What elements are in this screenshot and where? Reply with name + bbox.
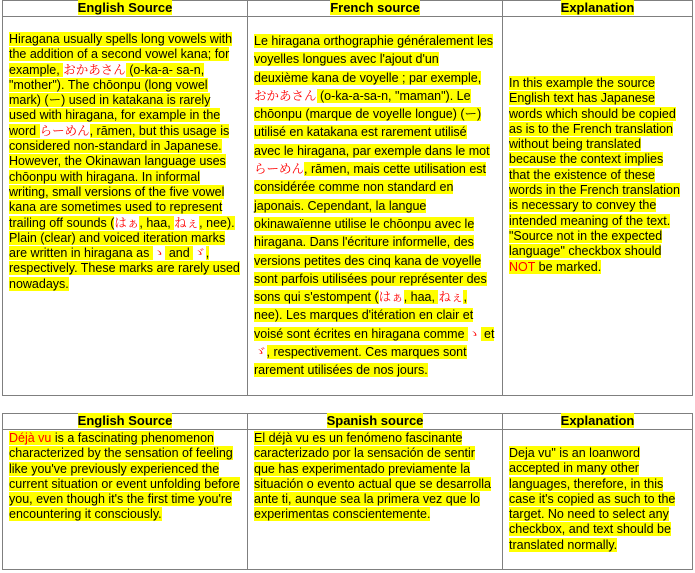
header-explanation: Explanation <box>503 414 693 430</box>
english-source-text: Hiragana usually spells long vowels with the addition of a second vowel kana; for example, おかあさん (o-ka-a- sa-n, "mother"). The chōonpu (long vowel mark) (ー) used in katakana is rarely used with hiragana, for example in the word らーめん, rāmen, but this usage is considered non-standard in Japanese. However, the Okinawan language uses chōonpu with hiragana. In informal writing, small versions of the five vowel kana are sometimes used to represent trailing off sounds (はぁ, haa, ねぇ, nee). Plain (clear) and voiced iteration marks are written in hiragana as ゝ and ゞ, respectively. These marks are rarely used nowadays. <box>9 32 240 291</box>
header-explanation: Explanation <box>503 1 693 17</box>
header-french-source: French source <box>248 1 503 17</box>
spanish-source-cell <box>248 430 503 570</box>
header-spanish-source: Spanish source <box>248 414 503 430</box>
explanation-cell <box>503 430 693 570</box>
english-source-cell <box>3 17 248 396</box>
french-source-cell <box>248 17 503 396</box>
explanation-cell <box>503 17 693 396</box>
english-source-text: Déjà vu is a fascinating phenomenon characterized by the sensation of feeling like you've previously experienced the current situation or event unfolding before you, even though it's the first time you're encountering it consciously. <box>9 431 240 522</box>
explanation-text: Deja vu" is an loanword accepted in many other languages, therefore, in this case it's copied as such to the target. No need to select any checkbox, and text should be translated normally. <box>509 446 676 552</box>
french-source-text: Le hiragana orthographie généralement les voyelles longues avec l'ajout d'un deuxième kana de voyelle ; par exemple, おかあさん (o-ka-a-sa-n, "maman"). Le chōonpu (marque de voyelle longue) (ー) utilisé en katakana est rarement utilisé avec le hiragana, par exemple dans le mot らーめん, rāmen, mais cette utilisation est considérée comme non standard en japonais. Cependant, la langue okinawaïenne utilise le chōonpu avec le hiragana. Dans l'écriture informelle, des versions petites des cinq kana de voyelle sont parfois utilisées pour représenter des sons qui s'estompent (はぁ, haa, ねぇ, nee). Les marques d'itération en clair et voisé sont écrites en hiragana comme ゝ et ゞ, respectivement. Ces marques sont rarement utilisées de nos jours. <box>254 34 495 378</box>
example-table-french <box>2 0 693 396</box>
spanish-source-text: El déjà vu es un fenómeno fascinante caracterizado por la sensación de sentir que has experimentado previamente la situación o evento actual que se desarrolla ante ti, aunque sea la primera vez que lo experimentas conscientemente. <box>254 431 491 522</box>
english-source-cell <box>3 430 248 570</box>
explanation-text: In this example the source English text has Japanese words which should be copied as is to the French translation without being translated because the context implies that the existence of these words in the French translation is necessary to convey the intended meaning of the text. "Source not in the expected language" checkbox should NOT be marked. <box>509 76 680 274</box>
header-english-source: English Source <box>3 414 248 430</box>
header-english-source: English Source <box>3 1 248 17</box>
example-table-spanish <box>2 413 693 570</box>
